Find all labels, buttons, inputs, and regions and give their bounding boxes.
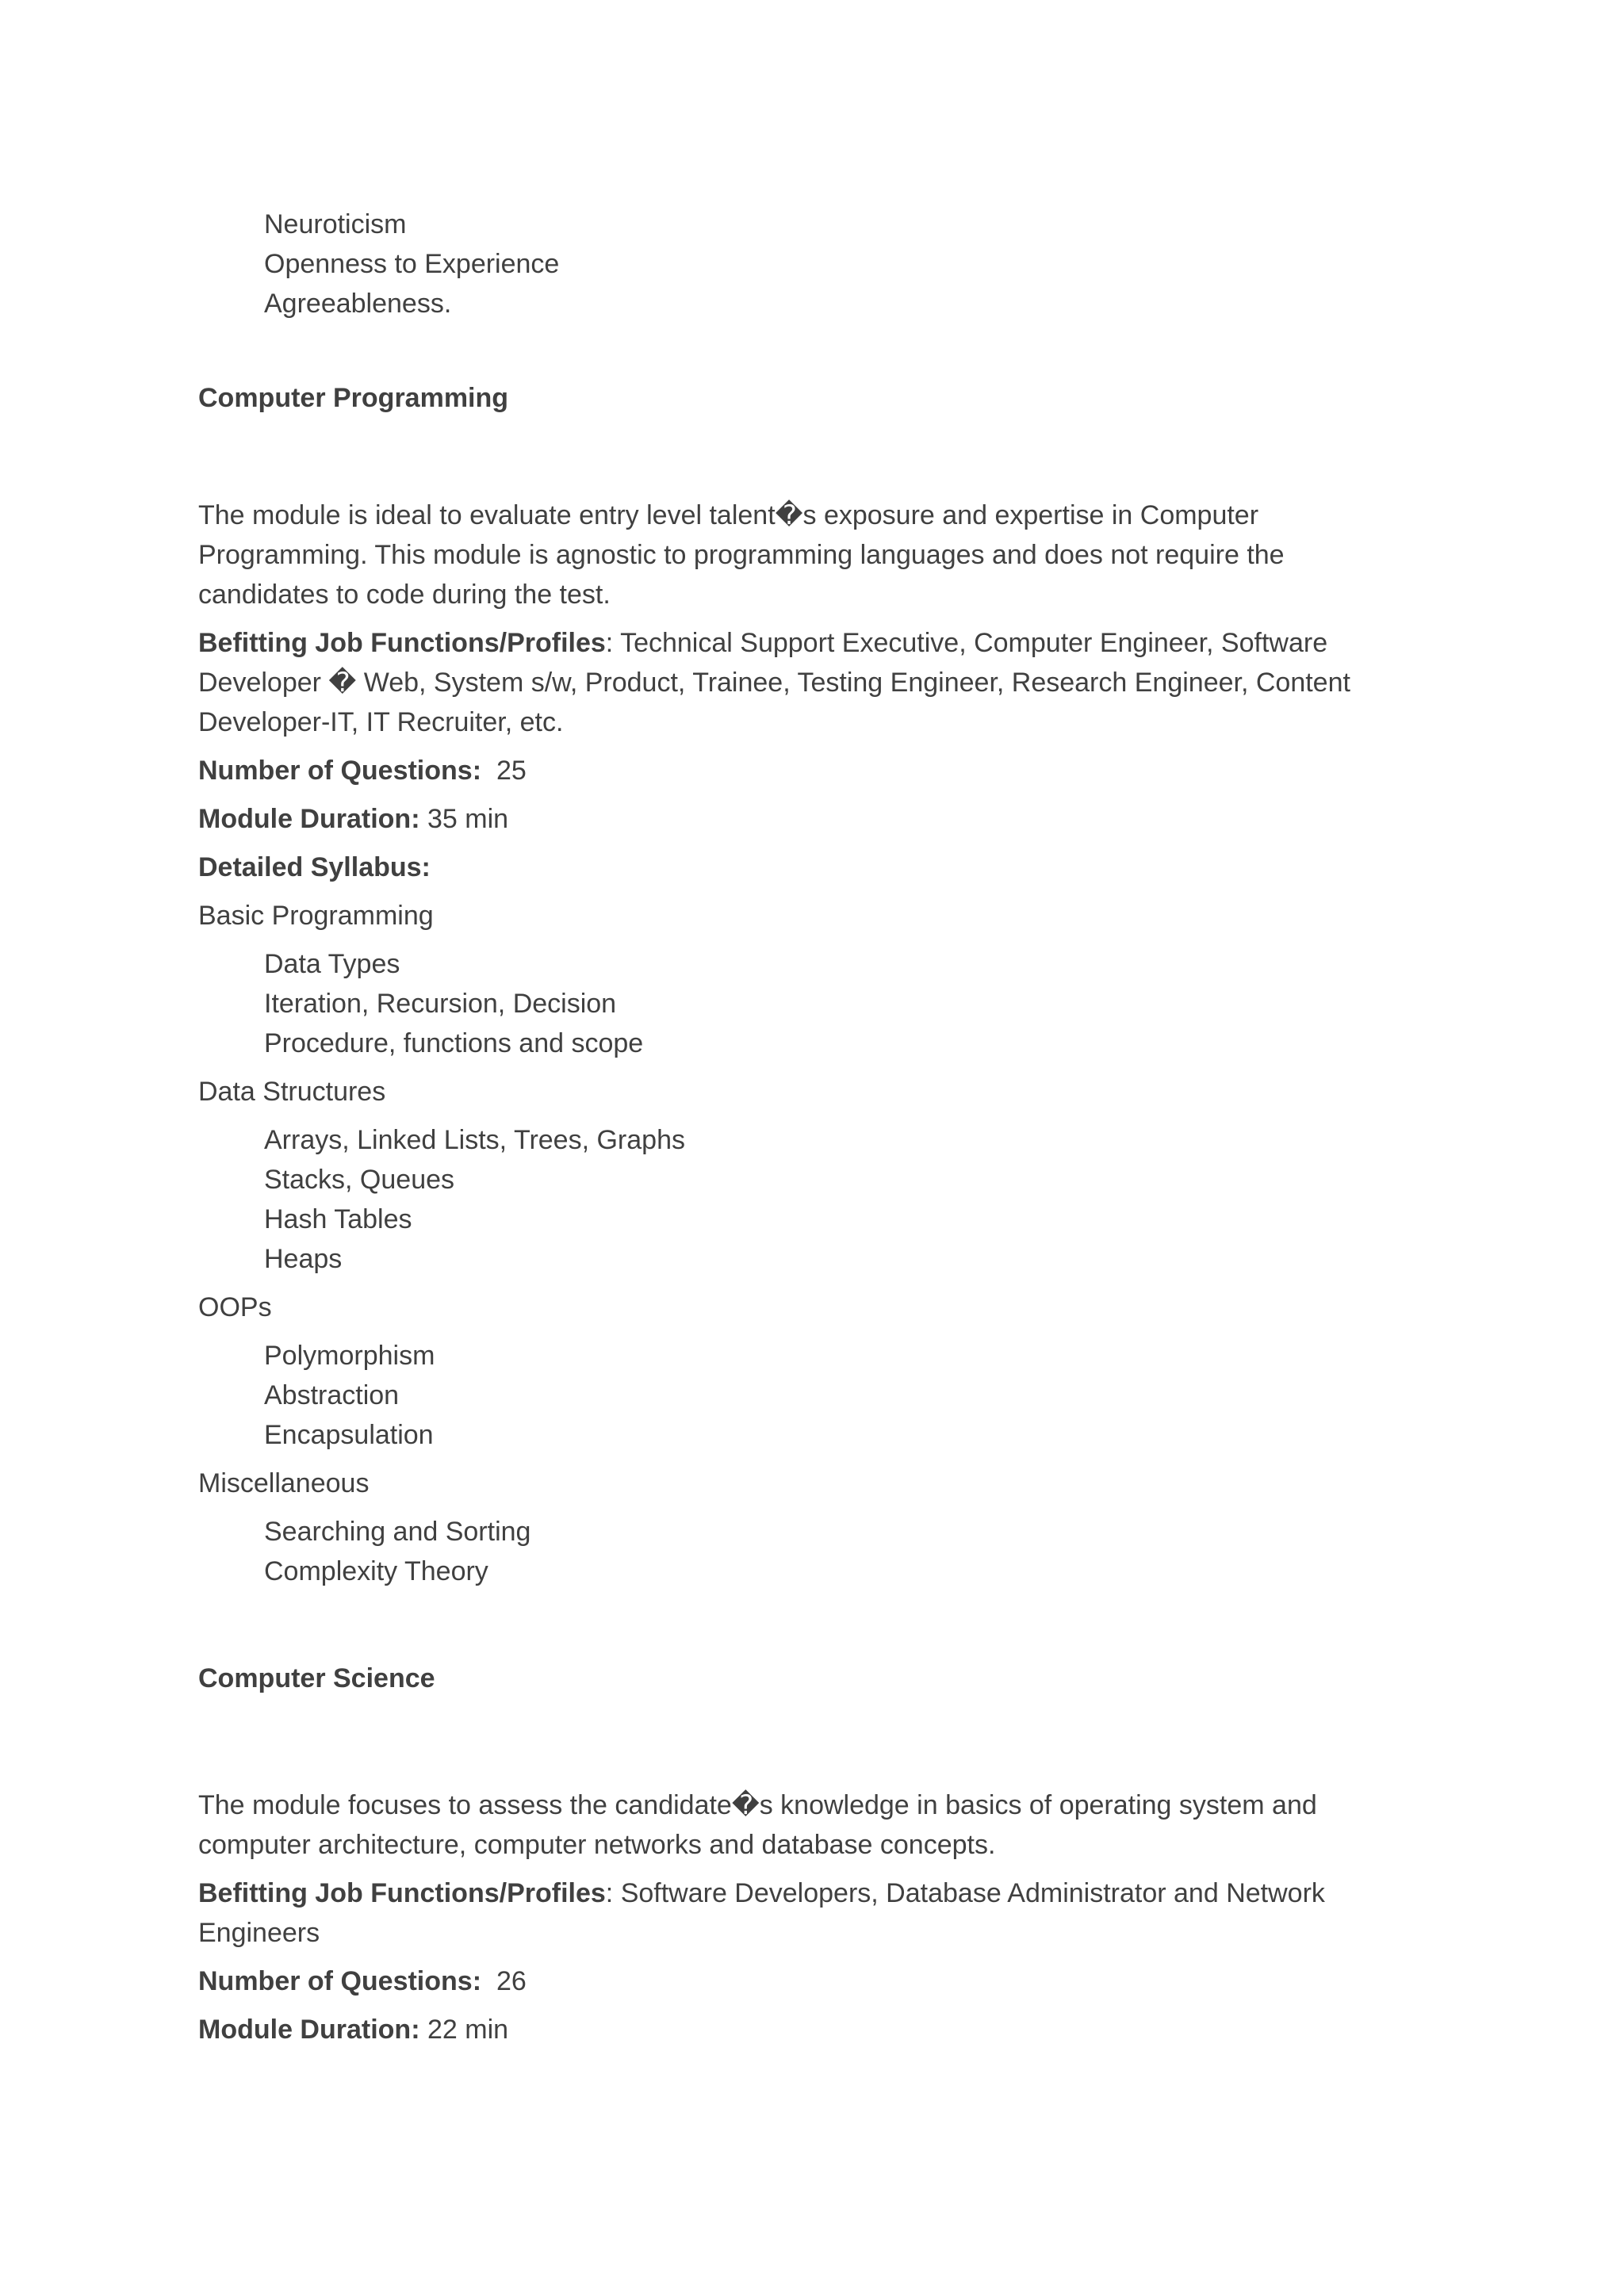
duration-label: Module Duration: [198, 804, 420, 834]
duration-value: 35 min [427, 804, 509, 834]
profiles-value: : Technical Support Executive, Computer Engineer, Software Developer � Web, System s/w, Product, Trainee, Testing Engineer, Research Engineer, Content Developer-IT, IT Recruiter, etc. [198, 628, 1350, 737]
profiles-label: Befitting Job Functions/Profiles [198, 628, 606, 658]
trait-item: Openness to Experience [264, 249, 560, 279]
syllabus-group-title: OOPs [198, 1292, 272, 1322]
syllabus-group-miscellaneous [198, 1464, 1388, 1591]
syllabus-group-oops [198, 1288, 1388, 1455]
syllabus-item: Stacks, Queues [264, 1165, 455, 1195]
syllabus-item: Complexity Theory [264, 1556, 488, 1586]
syllabus-item: Abstraction [264, 1380, 400, 1410]
science-duration [198, 2010, 1388, 2049]
syllabus-item: Data Types [264, 949, 400, 979]
syllabus-group-data-structures [198, 1072, 1388, 1279]
programming-description: The module is ideal to evaluate entry level talent�s exposure and expertise in Computer Programming. This module is agnostic to programming languages and does not require the candidates to code during the test. [198, 500, 1285, 610]
syllabus-item: Hash Tables [264, 1204, 412, 1234]
syllabus-item: Heaps [264, 1244, 343, 1274]
trait-list [198, 205, 1388, 323]
questions-label: Number of Questions: [198, 756, 482, 786]
programming-section-title: Computer Programming [198, 383, 509, 413]
syllabus-item: Polymorphism [264, 1341, 435, 1371]
programming-profiles [198, 623, 1388, 742]
syllabus-item: Searching and Sorting [264, 1517, 531, 1547]
syllabus-item: Arrays, Linked Lists, Trees, Graphs [264, 1125, 685, 1155]
syllabus-item: Encapsulation [264, 1420, 434, 1450]
syllabus-label: Detailed Syllabus: [198, 852, 431, 882]
programming-duration [198, 799, 1388, 839]
trait-item: Neuroticism [264, 209, 407, 239]
programming-questions [198, 751, 1388, 790]
syllabus-item: Iteration, Recursion, Decision [264, 989, 617, 1019]
syllabus-group-title: Miscellaneous [198, 1468, 370, 1498]
trait-item: Agreeableness. [264, 289, 452, 319]
science-description: The module focuses to assess the candidate�s knowledge in basics of operating system and computer architecture, computer networks and database concepts. [198, 1790, 1317, 1860]
syllabus-group-title: Data Structures [198, 1077, 386, 1107]
duration-value: 22 min [427, 2015, 509, 2045]
profiles-label: Befitting Job Functions/Profiles [198, 1878, 606, 1908]
questions-value: 25 [496, 756, 527, 786]
duration-label: Module Duration: [198, 2015, 420, 2045]
science-profiles [198, 1873, 1388, 1953]
questions-label: Number of Questions: [198, 1966, 482, 1996]
syllabus-group-title: Basic Programming [198, 901, 434, 931]
science-section-title: Computer Science [198, 1663, 435, 1693]
document-content [198, 205, 1388, 2049]
questions-value: 26 [496, 1966, 527, 1996]
profiles-value: : Software Developers, Database Administrator and Network Engineers [198, 1878, 1325, 1948]
science-questions [198, 1961, 1388, 2001]
syllabus-group-basic-programming [198, 896, 1388, 1063]
syllabus-item: Procedure, functions and scope [264, 1028, 644, 1058]
